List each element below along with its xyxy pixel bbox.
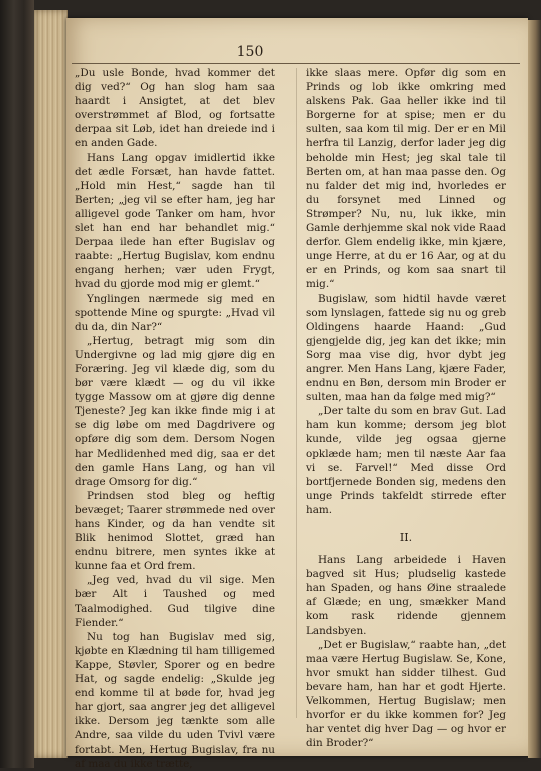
paragraph: Prindsen stod bleg og heftig bevæget; Taarer strømmede ned over hans Kinder, og da han vendte sit Blik henimod Slottet, græd han endnu bitrere, men syntes ikke at kunne faa et Ord frem. (75, 489, 275, 573)
column-divider (296, 68, 297, 718)
header-rule (72, 63, 520, 64)
paragraph: Bugislaw, som hidtil havde været som lynslagen, fattede sig nu og greb Oldingens haarde Haand: „Gud gjengjelde dig, jeg kan det ikke; min Sorg maa vise dig, hvor dybt jeg angrer. Men Hans Lang, kjære Fader, endnu en Bøn, dersom min Broder er sulten, maa han da følge med mig?“ (306, 292, 506, 404)
paragraph: „Der talte du som en brav Gut. Lad ham kun komme; dersom jeg blot kunde, vilde jeg ogsaa gjerne opklæde ham; men til næste Aar faa vi se. Farvel!“ Med disse Ord bortfjernede Bonden sig, medens den unge Prinds takfeldt stirrede efter ham. (306, 405, 506, 516)
paragraph: Nu tog han Bugislav med sig, kjøbte en Klædning til ham tilligemed Kappe, Støvler, Sporer og en bedre Hat, og sagde endelig: „Skulde jeg end komme til at bøde for, hvad jeg har gjort, saa angrer jeg det alligevel ikke. Dersom jeg tænkte som alle Andre, saa vilde du uden Tvivl være fortabt. Men, Hertug Bugislav, fra nu af maa du ikke trætte, (75, 630, 275, 770)
paragraph: ikke slaas mere. Opfør dig som en Prinds og lob ikke omkring med alskens Pak. Gaa heller ikke ind til Borgerne for at spise; men er du sulten, saa kom til mig. Der er en Mil herfra til Lanzig, derfor lader jeg dig beholde min Hest; jeg skal tale til Berten om, at han maa passe den. Og nu falder det mig ind, hvorledes er du forsynet med Linned og Strømper? Nu, nu, luk ikke, min Gamle derhjemme skal nok vide Raad derfor. Glem endelig ikke, min kjære, unge Herre, at du er 16 Aar, og at du er en Prinds, og kom saa snart til mig.“ (306, 67, 506, 291)
page-stack-edges (34, 10, 68, 758)
paragraph: Hans Lang opgav imidlertid ikke det ædle Forsæt, han havde fattet. „Hold min Hest,“ sagde han til Berten; „jeg vil se efter ham, jeg har alligevel gode Tanker om ham, hvor slet han end har behandlet mig.“ Derpaa ilede han efter Bugislav og raabte: „Hertug Bugislav, kom endnu engang herhen; vær uden Frygt, hvad du gjorde mod mig er glemt.“ (75, 151, 275, 291)
paragraph: „Det er Bugislaw,“ raabte han, „det maa være Hertug Bugislaw. Se, Kone, hvor smukt han sidder tilhest. Gud bevare ham, han har et godt Hjerte. Velkommen, Hertug Bugislaw; men hvorfor er du ikke kommen for? Jeg har ventet dig hver Dag — og hvor er din Broder?“ (306, 638, 506, 750)
paragraph: „Hertug, betragt mig som din Undergivne og lad mig gjøre dig en Foræring. Jeg vil klæde dig, som du bør være klædt — og du vil ikke tygge Massow om at gjøre dig denne Tjeneste? Jeg kan ikke finde mig i at se dig løbe om med Dagdrivere og opføre dig som dem. Dersom Nogen har Medlidenhed med dig, saa er det den gamle Hans Lang, og han vil drage Omsorg for dig.“ (75, 334, 275, 488)
left-column (75, 66, 275, 771)
paragraph: Ynglingen nærmede sig med en spottende Mine og spurgte: „Hvad vil du da, din Nar?“ (75, 292, 275, 333)
paragraph: „Jeg ved, hvad du vil sige. Men bær Alt i Taushed og med Taalmodighed. Gud tilgive dine Fiender.“ (75, 574, 275, 629)
page-number: 150 (236, 44, 264, 60)
section-heading: II. (399, 531, 413, 544)
right-column (306, 66, 506, 750)
paragraph: „Du usle Bonde, hvad kommer det dig ved?“ Og han slog ham saa haardt i Ansigtet, at det blev overstrømmet af Blod, og fortsatte derpaa sit Løb, idet han dreiede ind i en anden Gade. (75, 67, 275, 150)
page-right-edge (528, 20, 541, 758)
paragraph: Hans Lang arbeidede i Haven bagved sit Hus; pludselig kastede han Spaden, og hans Øine straalede af Glæde; en ung, smækker Mand kom rask ridende gjennem Landsbyen. (306, 554, 506, 637)
book-binding (0, 0, 34, 768)
